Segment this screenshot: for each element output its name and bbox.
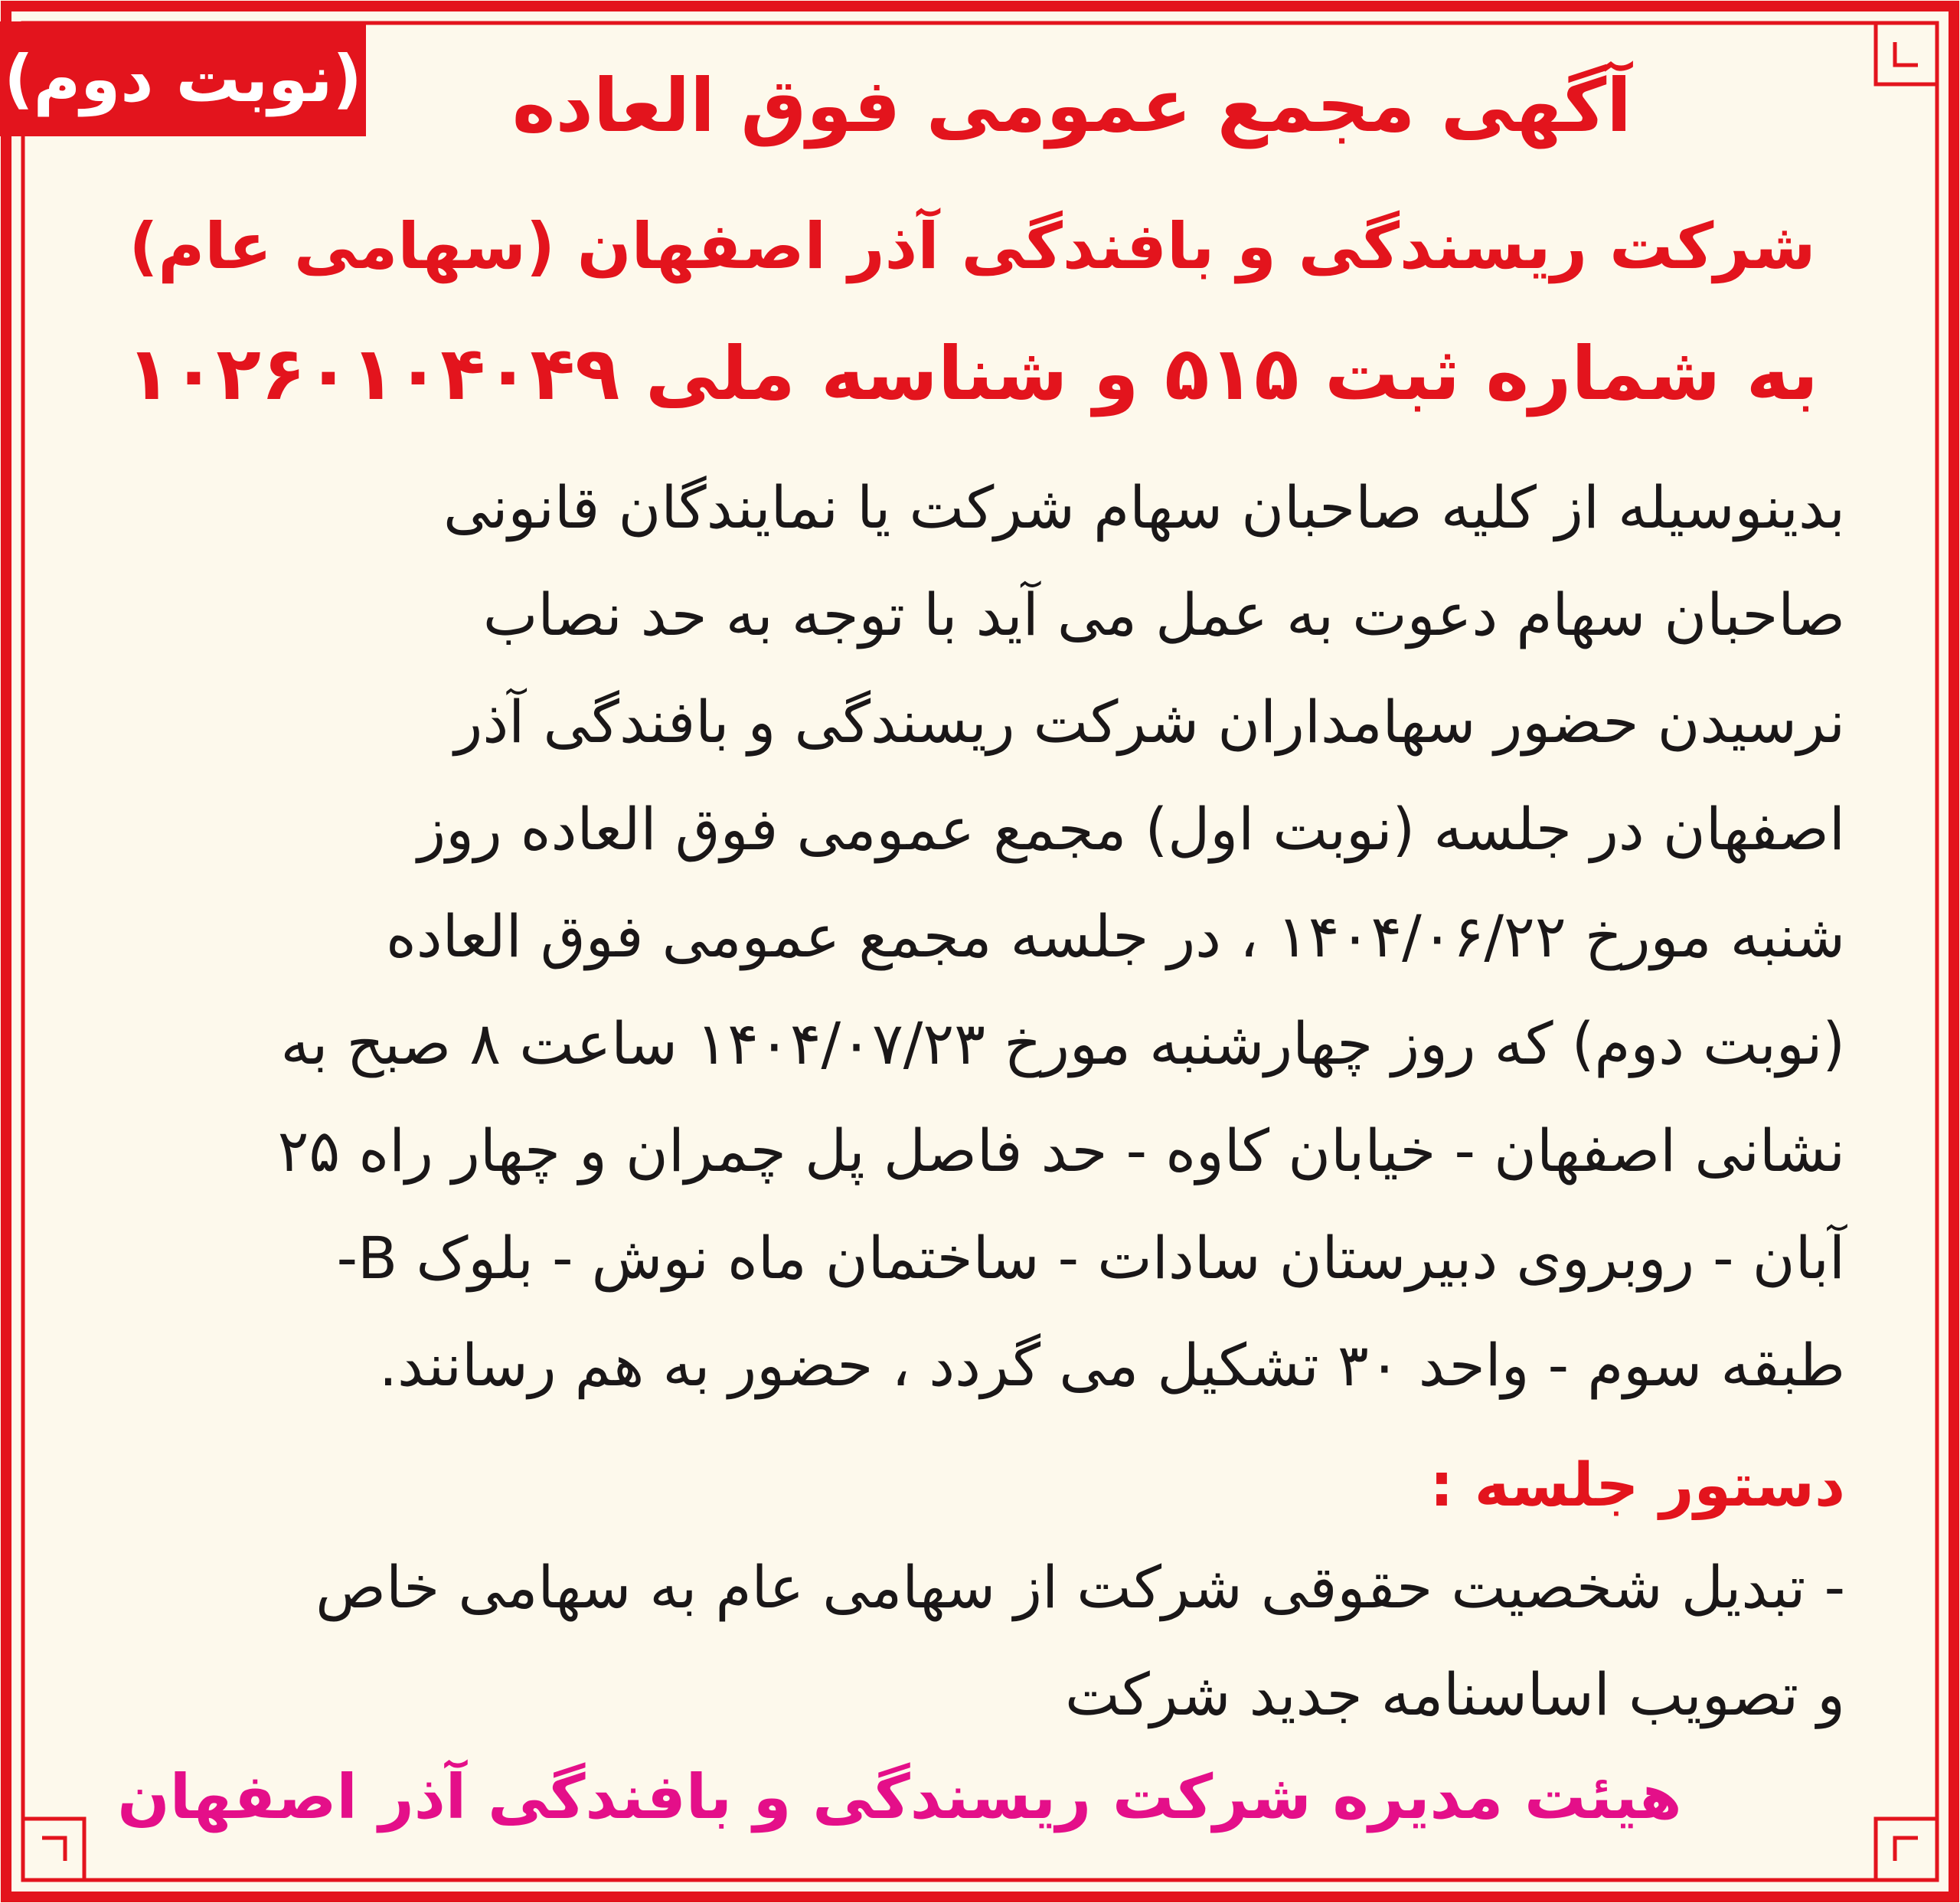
- board-signature: هیئت مدیره شرکت ریسندگی و بافندگی آذر اصفهان: [117, 1761, 1682, 1833]
- body-line: اصفهان در جلسه (نوبت اول) مجمع عمومی فوق العاده روز: [417, 795, 1845, 863]
- body-line: آبان - روبروی دبیرستان سادات - ساختمان ماه نوش - بلوک B-: [336, 1224, 1845, 1292]
- notice-title: آگهی مجمع عمومی فوق العاده: [511, 63, 1632, 149]
- body-line: نشانی اصفهان - خیابان کاوه - حد فاصل پل چمران و چهار راه ۲۵: [277, 1117, 1845, 1185]
- badge-label: (نوبت دوم): [4, 41, 362, 116]
- body-line: طبقه سوم - واحد ۳۰ تشکیل می گردد ، حضور به هم رسانند.: [378, 1331, 1845, 1399]
- agenda-item: - تبدیل شخصیت حقوقی شرکت از سهامی عام به سهامی خاص: [315, 1553, 1845, 1621]
- registration-info: به شماره ثبت ۵۱۵ و شناسه ملی ۱۰۲۶۰۱۰۴۰۴۹: [126, 331, 1818, 417]
- body-line: شنبه مورخ ۱۴۰۴/۰۶/۲۲ ، در جلسه مجمع عمومی فوق العاده: [385, 902, 1845, 970]
- body-line: بدینوسیله از کلیه صاحبان سهام شرکت یا نمایندگان قانونی: [443, 473, 1845, 541]
- body-line: صاحبان سهام دعوت به عمل می آید با توجه به حد نصاب: [482, 580, 1845, 649]
- company-name: شرکت ریسندگی و بافندگی آذر اصفهان (سهامی عام): [129, 209, 1816, 283]
- round-badge: [0, 21, 366, 136]
- body-line: (نوبت دوم) که روز چهارشنبه مورخ ۱۴۰۴/۰۷/۲۳ ساعت ۸ صبح به: [280, 1009, 1845, 1077]
- body-line: نرسیدن حضور سهامداران شرکت ریسندگی و بافندگی آذر: [454, 688, 1845, 756]
- agenda-item: و تصویب اساسنامه جدید شرکت: [1065, 1660, 1845, 1728]
- agenda-title: دستور جلسه :: [1429, 1451, 1845, 1520]
